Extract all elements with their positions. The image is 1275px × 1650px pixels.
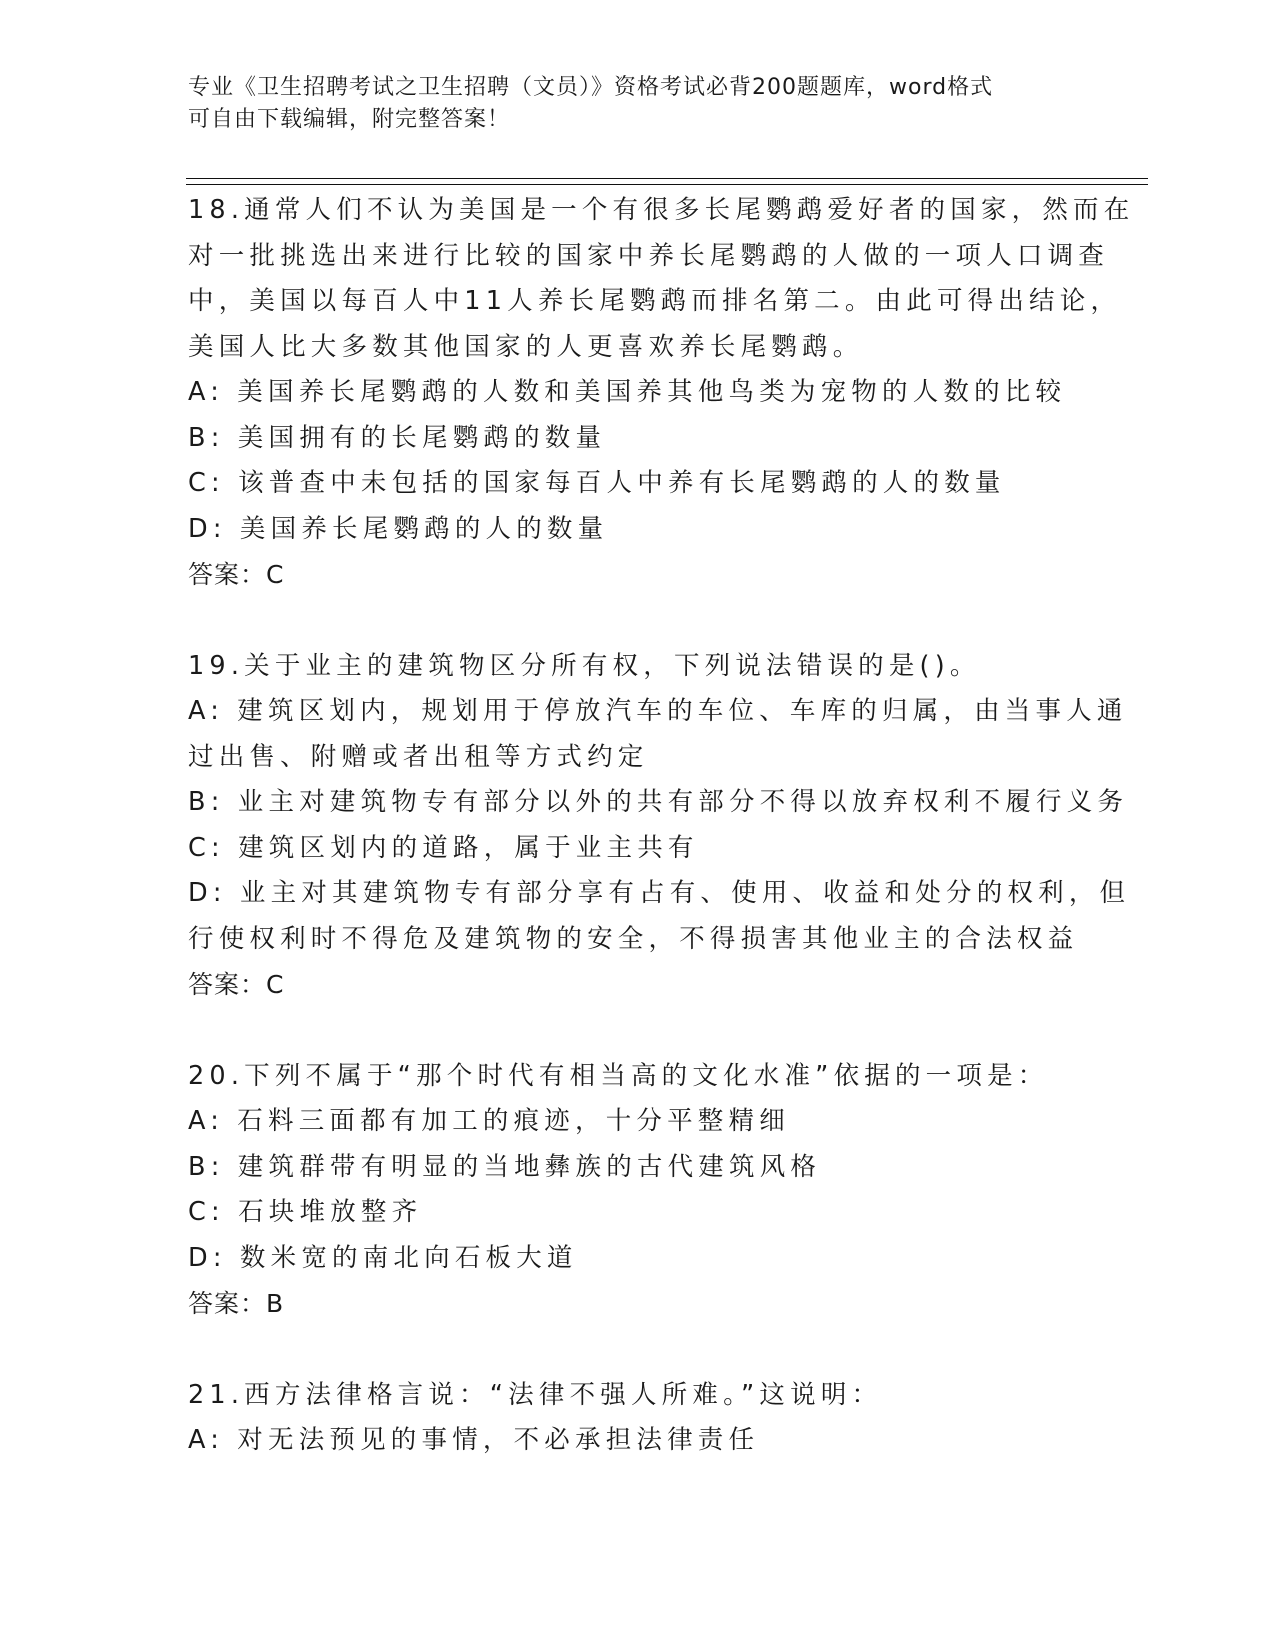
option-a: A: 石料三面都有加工的痕迹，十分平整精细 xyxy=(188,1106,790,1136)
question-19 xyxy=(188,644,1131,1008)
option-a-continued: 过出售、附赠或者出租等方式约定 xyxy=(188,741,649,772)
option-b: B: 业主对建筑物专有部分以外的共有部分不得以放弃权利不履行义务 xyxy=(188,787,1129,817)
question-stem-line: 对一批挑选出来进行比较的国家中养长尾鹦鹉的人做的一项人口调查 xyxy=(188,240,1110,271)
question-stem-line: 18.通常人们不认为美国是一个有很多长尾鹦鹉爱好者的国家，然而在 xyxy=(188,195,1135,225)
header-line-1: 专业《卫生招聘考试之卫生招聘（文员）》资格考试必背200题题库，word格式 xyxy=(188,75,994,100)
option-c: C: 该普查中未包括的国家每百人中养有长尾鹦鹉的人的数量 xyxy=(188,468,1006,498)
question-stem-line: 19.关于业主的建筑物区分所有权，下列说法错误的是()。 xyxy=(188,650,981,681)
option-a: A: 对无法预见的事情，不必承担法律责任 xyxy=(188,1425,760,1455)
option-a: A: 建筑区划内，规划用于停放汽车的车位、车库的归属，由当事人通 xyxy=(188,696,1128,726)
option-b: B: 建筑群带有明显的当地彝族的古代建筑风格 xyxy=(188,1151,822,1182)
document-header xyxy=(188,72,1068,136)
option-d-continued: 行使权利时不得危及建筑物的安全，不得损害其他业主的合法权益 xyxy=(188,923,1079,954)
question-stem-line: 美国人比大多数其他国家的人更喜欢养长尾鹦鹉。 xyxy=(188,331,864,362)
question-20 xyxy=(188,1054,1068,1327)
option-b: B: 美国拥有的长尾鹦鹉的数量 xyxy=(188,422,607,453)
answer-text: 答案：B xyxy=(188,1289,285,1318)
header-divider-bottom xyxy=(186,184,1148,185)
header-divider-top xyxy=(186,178,1148,179)
option-c: C: 石块堆放整齐 xyxy=(188,1197,423,1227)
option-a: A: 美国养长尾鹦鹉的人数和美国养其他鸟类为宠物的人数的比较 xyxy=(188,377,1067,407)
header-line-2: 可自由下载编辑，附完整答案！ xyxy=(188,107,511,132)
option-c: C: 建筑区划内的道路，属于业主共有 xyxy=(188,832,699,863)
question-stem-line: 中，美国以每百人中11人养长尾鹦鹉而排名第二。由此可得出结论， xyxy=(188,286,1122,316)
option-d: D: 美国养长尾鹦鹉的人的数量 xyxy=(188,513,609,544)
question-21 xyxy=(188,1373,1068,1464)
answer-text: 答案：C xyxy=(188,560,285,589)
answer-text: 答案：C xyxy=(188,970,285,999)
question-stem-line: 21.西方法律格言说：“法律不强人所难。”这说明： xyxy=(188,1379,883,1410)
question-stem-line: 20.下列不属于“那个时代有相当高的文化水准”依据的一项是： xyxy=(188,1060,1049,1091)
option-d: D: 数米宽的南北向石板大道 xyxy=(188,1242,578,1273)
option-d: D: 业主对其建筑物专有部分享有占有、使用、收益和处分的权利，但 xyxy=(188,878,1131,908)
question-list xyxy=(188,188,1135,1510)
question-18 xyxy=(188,188,1135,598)
